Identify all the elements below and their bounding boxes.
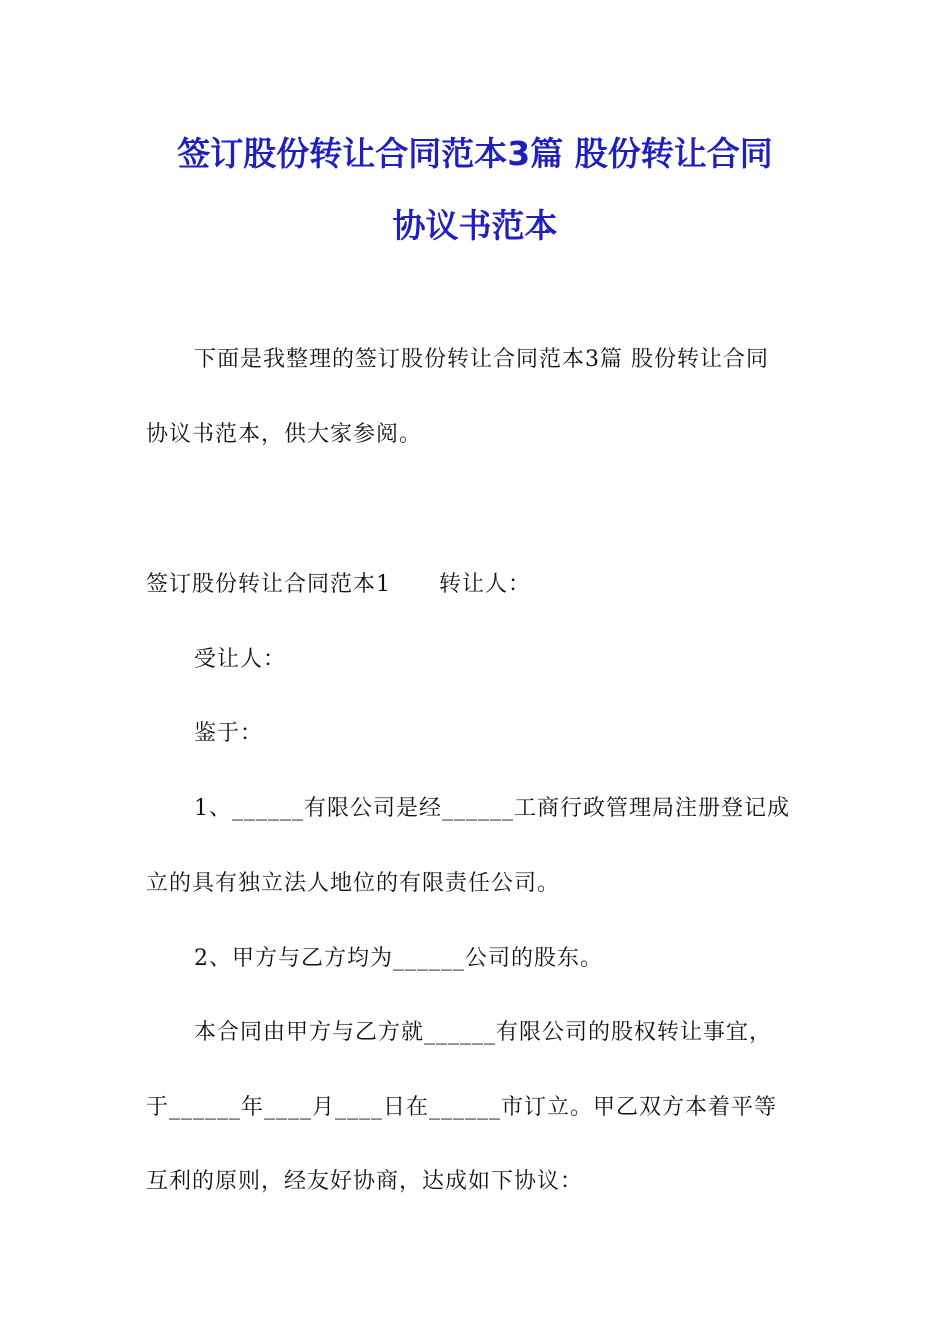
clause-2-line-1: 2、甲方与乙方均为______公司的股东。 — [194, 946, 603, 971]
paragraph-line-3: 互利的原则，经友好协商，达成如下协议： — [146, 1169, 584, 1194]
paragraph-line-1: 本合同由甲方与乙方就______有限公司的股权转让事宜， — [194, 1020, 773, 1045]
transferor-label: 转让人： — [439, 572, 532, 597]
whereas-label: 鉴于： — [194, 721, 264, 746]
document-title-line-2: 协议书范本 — [392, 206, 558, 245]
transferee-label: 受让人： — [194, 647, 287, 672]
intro-line-2: 协议书范本，供大家参阅。 — [146, 422, 423, 447]
section-1-heading: 签订股份转让合同范本1 — [146, 572, 391, 597]
clause-1-line-1: 1、______有限公司是经______工商行政管理局注册登记成 — [194, 796, 790, 821]
section-1-heading-row — [146, 570, 531, 600]
document-title-line-1: 签订股份转让合同范本3篇 股份转让合同 — [177, 134, 773, 173]
paragraph-line-2: 于______年____月____日在______市订立。甲乙双方本着平等 — [146, 1095, 778, 1120]
intro-line-1: 下面是我整理的签订股份转让合同范本3篇 股份转让合同 — [194, 347, 769, 372]
clause-1-line-2: 立的具有独立法人地位的有限责任公司。 — [146, 871, 561, 896]
